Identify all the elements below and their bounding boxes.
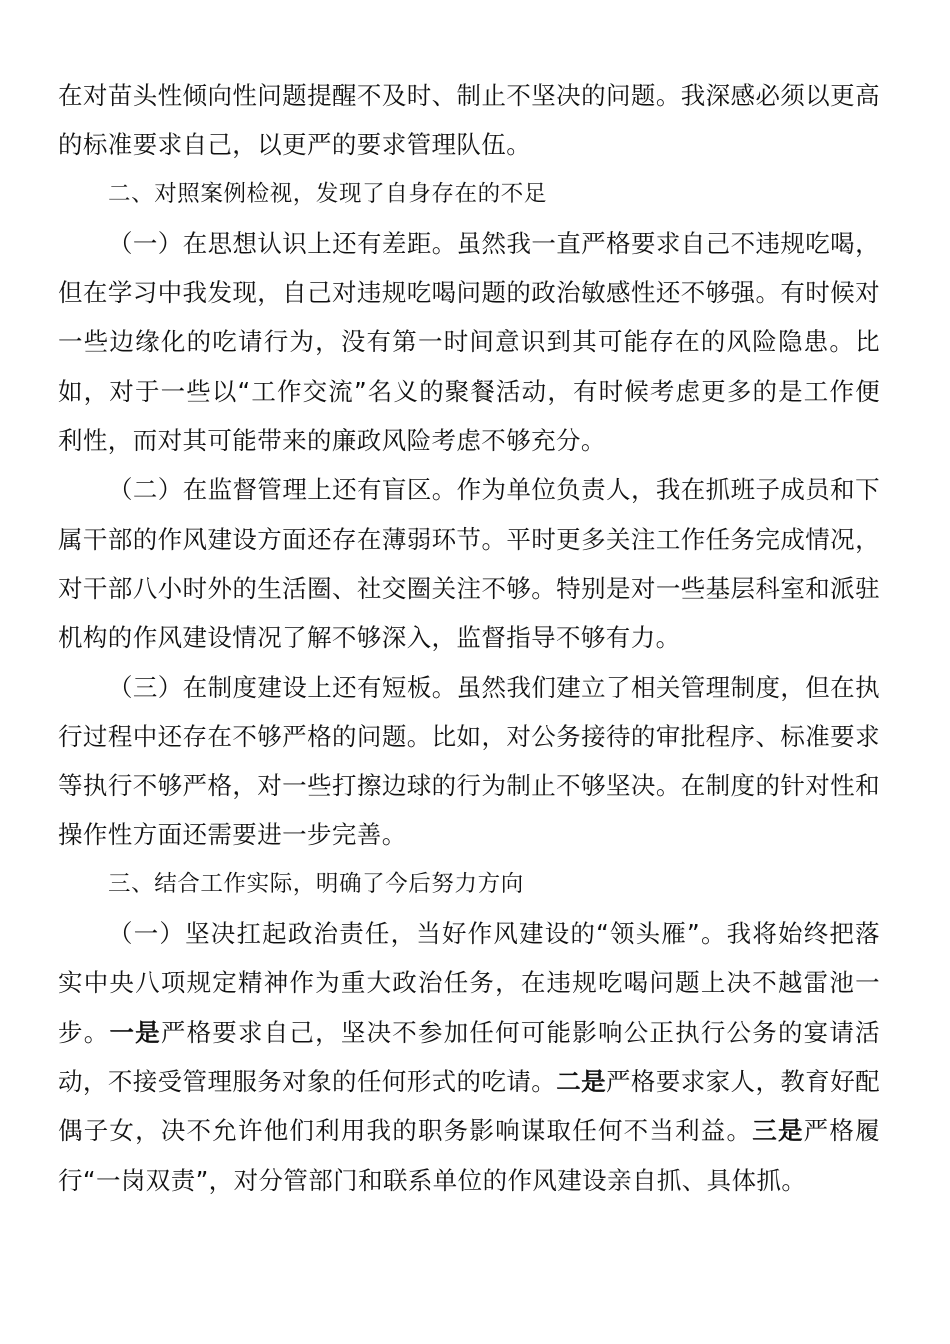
paragraph-political-responsibility xyxy=(58,909,880,1205)
paragraph-system-shortcoming: （三）在制度建设上还有短板。虽然我们建立了相关管理制度，但在执行过程中还存在不够严格的问题。比如，对公务接待的审批程序、标准要求等执行不够严格，对一些打擦边球的行为制止不够坚决。在制度的针对性和操作性方面还需要进一步完善。 xyxy=(58,672,880,850)
section-heading-2: 二、对照案例检视，发现了自身存在的不足 xyxy=(108,180,547,207)
paragraph-supervision-blindspot: （二）在监督管理上还有盲区。作为单位负责人，我在抓班子成员和下属干部的作风建设方面还存在薄弱环节。平时更多关注工作任务完成情况，对干部八小时外的生活圈、社交圈关注不够。特别是对一些基层科室和派驻机构的作风建设情况了解不够深入，监督指导不够有力。 xyxy=(58,475,880,653)
point-three-text: 严格履行“一岗双责”，对分管部门和联系单位的作风建设亲自抓、具体抓。 xyxy=(58,1116,880,1195)
paragraph-continuation: 在对苗头性倾向性问题提醒不及时、制止不坚决的问题。我深感必须以更高的标准要求自己，以更严的要求管理队伍。 xyxy=(58,81,880,160)
point-one-marker: 一是 xyxy=(109,1017,161,1047)
paragraph-lead-text: （一）坚决扛起政治责任，当好作风建设的“领头雁”。我将始终把落实中央八项规定精神作为重大政治任务，在违规吃喝问题上决不越雷池一步。 xyxy=(58,919,880,1047)
paragraph-thinking-gap: （一）在思想认识上还有差距。虽然我一直严格要求自己不违规吃喝，但在学习中我发现，自己对违规吃喝问题的政治敏感性还不够强。有时候对一些边缘化的吃请行为，没有第一时间意识到其可能存在的风险隐患。比如，对于一些以“工作交流”名义的聚餐活动，有时候考虑更多的是工作便利性，而对其可能带来的廉政风险考虑不够充分。 xyxy=(58,228,880,456)
section-heading-3: 三、结合工作实际，明确了今后努力方向 xyxy=(108,870,524,897)
point-two-text: 严格要求家人，教育好配偶子女，决不允许他们利用我的职务影响谋取任何不当利益。 xyxy=(58,1066,881,1146)
document-page xyxy=(58,71,880,1205)
point-one-text: 严格要求自己，坚决不参加任何可能影响公正执行公务的宴请活动，不接受管理服务对象的任何形式的吃请。 xyxy=(58,1017,880,1096)
point-three-marker: 三是 xyxy=(752,1116,804,1146)
point-two-marker: 二是 xyxy=(556,1066,607,1096)
